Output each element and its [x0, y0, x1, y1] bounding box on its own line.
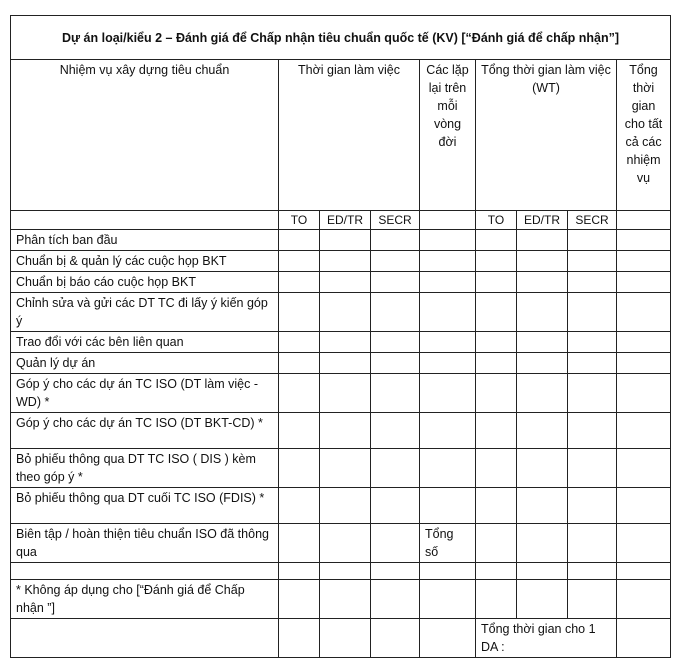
subheader-wt-secr: SECR — [371, 211, 420, 230]
table-row — [11, 251, 671, 272]
footnote: * Không áp dụng cho [“Đánh giá để Chấp nhận ”] — [11, 580, 279, 619]
table-row — [11, 353, 671, 374]
assessment-table — [10, 15, 671, 658]
table-row — [11, 449, 671, 488]
subheader-total-to: TO — [476, 211, 517, 230]
subheader-blank — [11, 211, 279, 230]
total-per-project: Tổng thời gian cho 1 DA : — [476, 619, 617, 658]
header-repeats: Các lặp lại trên mỗi vòng đời — [420, 60, 476, 211]
task-label: Biên tập / hoàn thiện tiêu chuẩn ISO đã thông qua — [11, 524, 279, 563]
task-label: Quản lý dự án — [11, 353, 279, 374]
subheader-total-edtr: ED/TR — [517, 211, 568, 230]
table-row — [11, 563, 671, 580]
table-row — [11, 332, 671, 353]
task-label: Góp ý cho các dự án TC ISO (DT làm việc -WD) * — [11, 374, 279, 413]
table-row — [11, 413, 671, 449]
subheader-wt-to: TO — [279, 211, 320, 230]
task-label: Chuẩn bị & quản lý các cuộc họp BKT — [11, 251, 279, 272]
subheader-wt-edtr: ED/TR — [320, 211, 371, 230]
header-work-time: Thời gian làm việc — [279, 60, 420, 211]
header-total-work-time: Tổng thời gian làm việc (WT) — [476, 60, 617, 211]
task-label: Bỏ phiếu thông qua DT TC ISO ( DIS ) kèm theo góp ý * — [11, 449, 279, 488]
table-row — [11, 293, 671, 332]
table-row — [11, 272, 671, 293]
table-title: Dự án loại/kiểu 2 – Đánh giá để Chấp nhận tiêu chuẩn quốc tế (KV) [“Đánh giá để chấp nhận”] — [11, 16, 671, 60]
task-label: Góp ý cho các dự án TC ISO (DT BKT-CD) * — [11, 413, 279, 449]
subheader-repeats-blank — [420, 211, 476, 230]
header-total-all-tasks: Tổng thời gian cho tất cả các nhiệm vụ — [617, 60, 671, 211]
task-label: Phân tích ban đầu — [11, 230, 279, 251]
table-row — [11, 374, 671, 413]
table-row — [11, 230, 671, 251]
table-row — [11, 619, 671, 658]
header-task: Nhiệm vụ xây dựng tiêu chuẩn — [11, 60, 279, 211]
task-label: Bỏ phiếu thông qua DT cuối TC ISO (FDIS) * — [11, 488, 279, 524]
subheader-total-secr: SECR — [568, 211, 617, 230]
task-label: Chỉnh sửa và gửi các DT TC đi lấy ý kiến góp ý — [11, 293, 279, 332]
task-label: Trao đổi với các bên liên quan — [11, 332, 279, 353]
table-row — [11, 580, 671, 619]
repeats-total-label: Tổng số — [420, 524, 476, 563]
subheader-total-all-blank — [617, 211, 671, 230]
table-row — [11, 488, 671, 524]
task-label: Chuẩn bị báo cáo cuộc họp BKT — [11, 272, 279, 293]
table-row — [11, 524, 671, 563]
